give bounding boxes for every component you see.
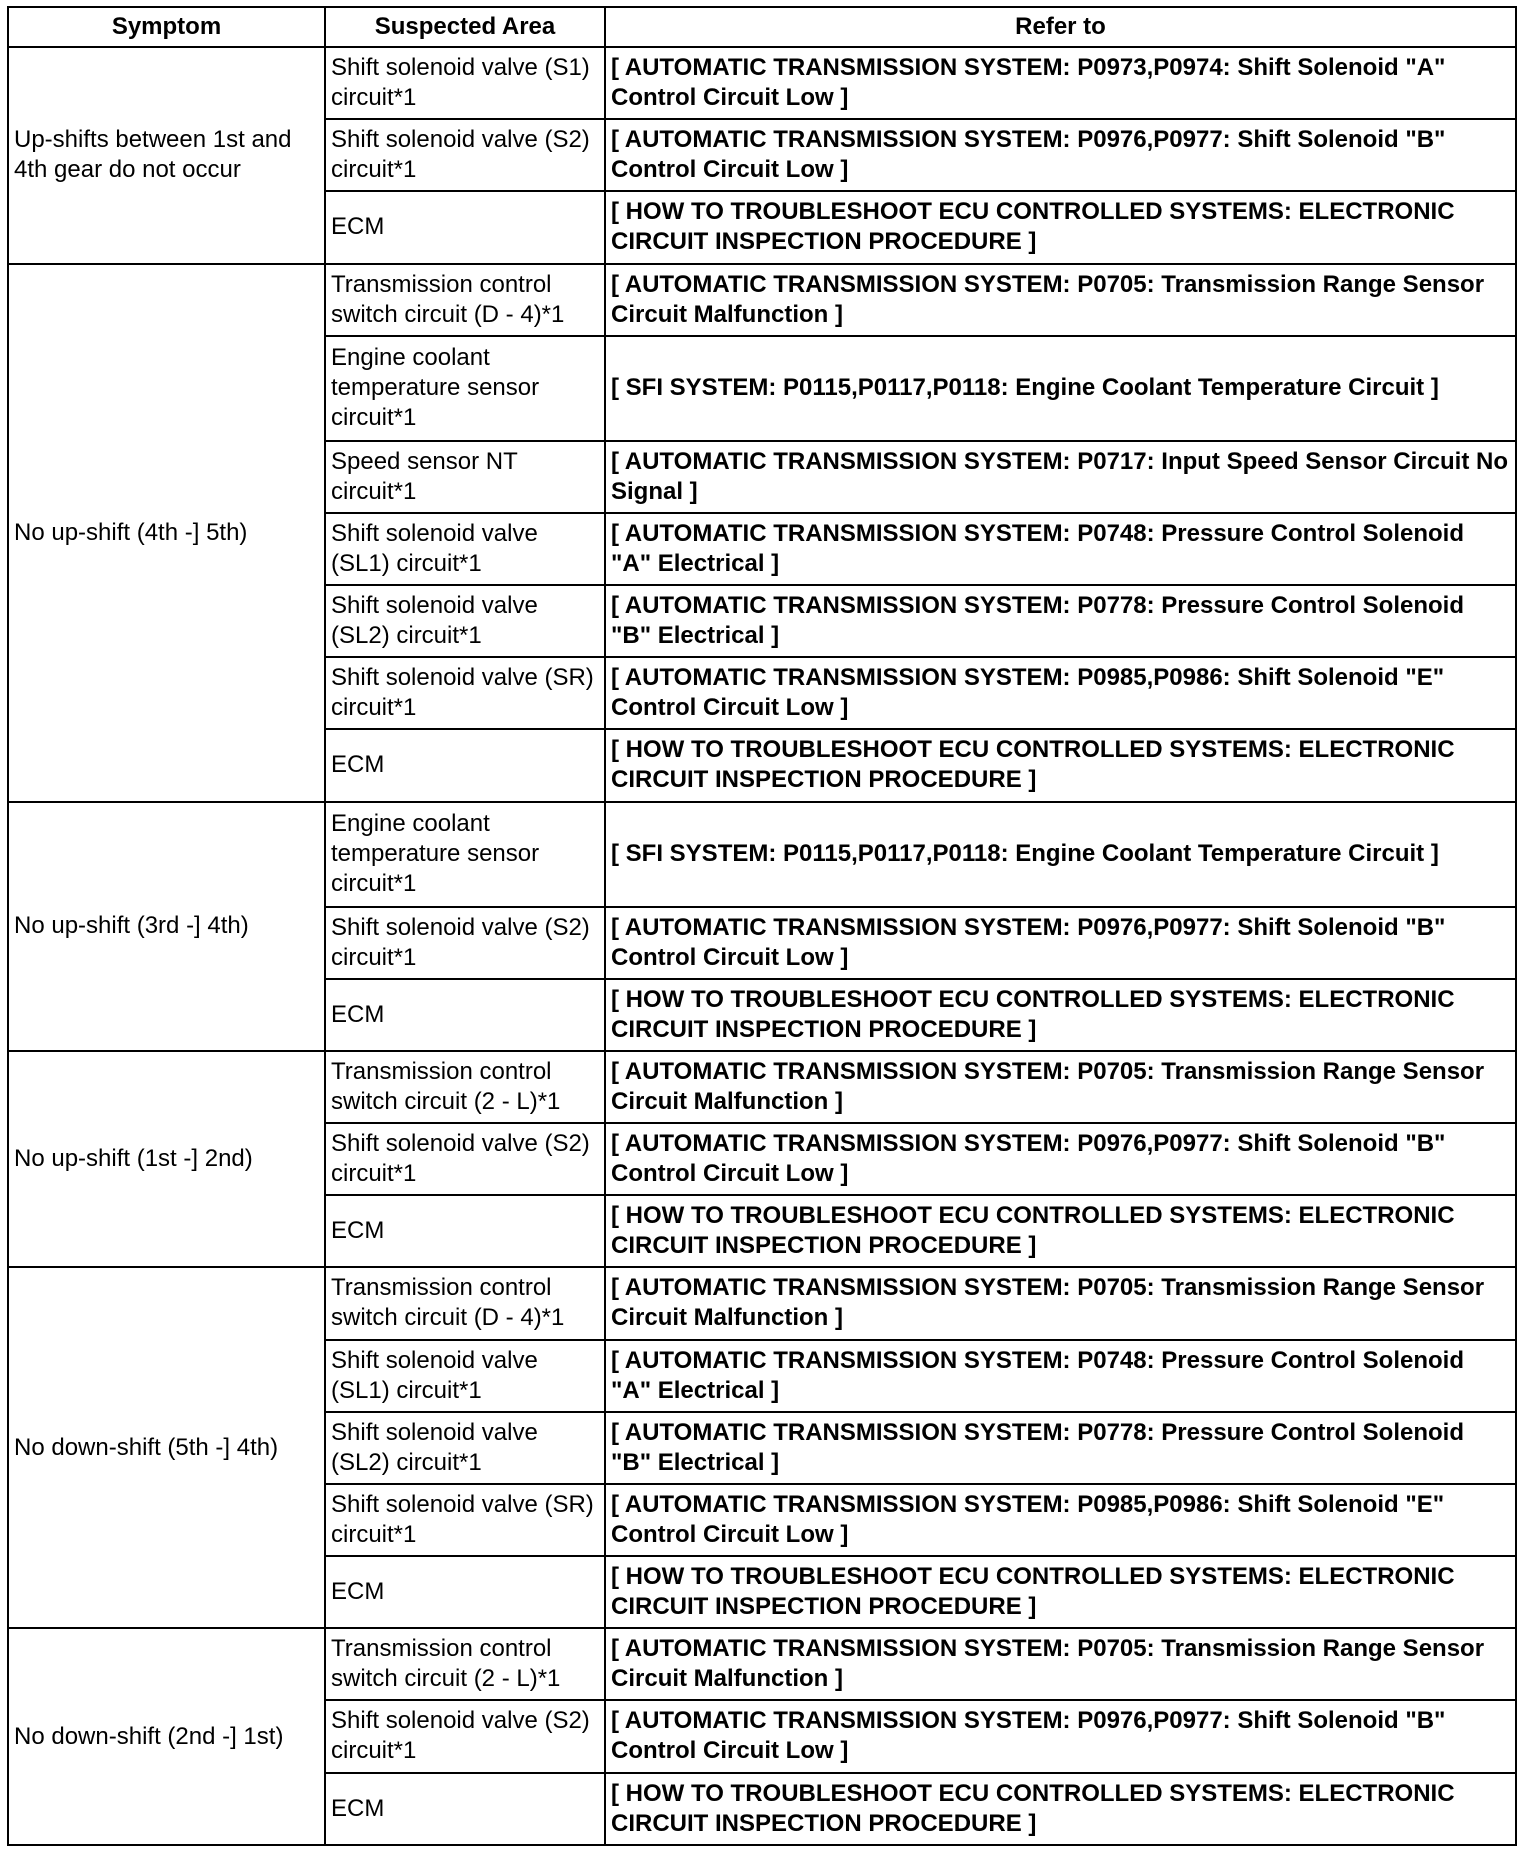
refer-to-cell [605, 1556, 1516, 1628]
refer-to-link[interactable]: [ AUTOMATIC TRANSMISSION SYSTEM: P0976,P0977: Shift Solenoid "B" Control Circuit Low ] [611, 1707, 1446, 1765]
suspected-area-cell: Shift solenoid valve (S2) circuit*1 [325, 119, 605, 191]
refer-to-link[interactable]: [ AUTOMATIC TRANSMISSION SYSTEM: P0778: Pressure Control Solenoid "B" Electrical ] [611, 592, 1464, 650]
header-suspected-area: Suspected Area [325, 7, 605, 47]
suspected-area-cell: Transmission control switch circuit (2 - L)*1 [325, 1628, 605, 1700]
suspected-area-cell: Transmission control switch circuit (2 - L)*1 [325, 1051, 605, 1123]
suspected-area-cell: Transmission control switch circuit (D - 4)*1 [325, 264, 605, 336]
refer-to-cell [605, 1267, 1516, 1339]
table-row [8, 264, 1516, 336]
suspected-area-cell: ECM [325, 191, 605, 263]
suspected-area-cell: Shift solenoid valve (S2) circuit*1 [325, 907, 605, 979]
refer-to-cell [605, 585, 1516, 657]
suspected-area-cell: Shift solenoid valve (SL2) circuit*1 [325, 585, 605, 657]
refer-to-link[interactable]: [ AUTOMATIC TRANSMISSION SYSTEM: P0705: Transmission Range Sensor Circuit Malfunction ] [611, 270, 1485, 328]
suspected-area-cell: ECM [325, 979, 605, 1051]
refer-to-cell [605, 513, 1516, 585]
suspected-area-cell: Speed sensor NT circuit*1 [325, 441, 605, 513]
refer-to-link[interactable]: [ HOW TO TROUBLESHOOT ECU CONTROLLED SYSTEMS: ELECTRONIC CIRCUIT INSPECTION PROCEDURE ] [611, 736, 1455, 794]
refer-to-link[interactable]: [ SFI SYSTEM: P0115,P0117,P0118: Engine Coolant Temperature Circuit ] [611, 374, 1439, 402]
symptom-cell: No up-shift (4th -] 5th) [8, 264, 325, 802]
refer-to-link[interactable]: [ HOW TO TROUBLESHOOT ECU CONTROLLED SYSTEMS: ELECTRONIC CIRCUIT INSPECTION PROCEDURE ] [611, 1202, 1455, 1260]
suspected-area-cell: Shift solenoid valve (SR) circuit*1 [325, 1484, 605, 1556]
suspected-area-cell: Shift solenoid valve (SR) circuit*1 [325, 657, 605, 729]
refer-to-link[interactable]: [ AUTOMATIC TRANSMISSION SYSTEM: P0973,P0974: Shift Solenoid "A" Control Circuit Low ] [611, 54, 1446, 112]
refer-to-cell [605, 802, 1516, 907]
refer-to-link[interactable]: [ AUTOMATIC TRANSMISSION SYSTEM: P0705: Transmission Range Sensor Circuit Malfunction ] [611, 1635, 1485, 1693]
header-refer-to: Refer to [605, 7, 1516, 47]
table-row [8, 47, 1516, 119]
suspected-area-cell: Shift solenoid valve (S1) circuit*1 [325, 47, 605, 119]
symptom-cell: No down-shift (2nd -] 1st) [8, 1628, 325, 1845]
refer-to-link[interactable]: [ AUTOMATIC TRANSMISSION SYSTEM: P0717: Input Speed Sensor Circuit No Signal ] [611, 447, 1508, 505]
suspected-area-cell: Shift solenoid valve (SL1) circuit*1 [325, 513, 605, 585]
refer-to-link[interactable]: [ HOW TO TROUBLESHOOT ECU CONTROLLED SYSTEMS: ELECTRONIC CIRCUIT INSPECTION PROCEDURE ] [611, 1563, 1455, 1621]
refer-to-cell [605, 657, 1516, 729]
refer-to-cell [605, 1773, 1516, 1845]
refer-to-cell [605, 119, 1516, 191]
suspected-area-cell: Engine coolant temperature sensor circuit*1 [325, 336, 605, 441]
table-row [8, 802, 1516, 907]
symptom-cell: No up-shift (1st -] 2nd) [8, 1051, 325, 1268]
refer-to-cell [605, 264, 1516, 336]
symptom-cell: No up-shift (3rd -] 4th) [8, 802, 325, 1051]
refer-to-cell [605, 1051, 1516, 1123]
suspected-area-cell: Shift solenoid valve (S2) circuit*1 [325, 1123, 605, 1195]
refer-to-link[interactable]: [ AUTOMATIC TRANSMISSION SYSTEM: P0705: Transmission Range Sensor Circuit Malfunction ] [611, 1274, 1485, 1332]
refer-to-link[interactable]: [ HOW TO TROUBLESHOOT ECU CONTROLLED SYSTEMS: ELECTRONIC CIRCUIT INSPECTION PROCEDURE ] [611, 198, 1455, 256]
refer-to-link[interactable]: [ AUTOMATIC TRANSMISSION SYSTEM: P0985,P0986: Shift Solenoid "E" Control Circuit Low ] [611, 1490, 1445, 1548]
refer-to-cell [605, 1123, 1516, 1195]
header-row [8, 7, 1516, 47]
table-row [8, 1051, 1516, 1123]
suspected-area-cell: Transmission control switch circuit (D - 4)*1 [325, 1267, 605, 1339]
suspected-area-cell: Shift solenoid valve (SL2) circuit*1 [325, 1412, 605, 1484]
suspected-area-cell: ECM [325, 729, 605, 801]
header-symptom: Symptom [8, 7, 325, 47]
refer-to-cell [605, 1628, 1516, 1700]
refer-to-cell [605, 1412, 1516, 1484]
refer-to-cell [605, 907, 1516, 979]
symptom-cell: Up-shifts between 1st and 4th gear do not occur [8, 47, 325, 264]
refer-to-cell [605, 441, 1516, 513]
suspected-area-cell: ECM [325, 1556, 605, 1628]
refer-to-link[interactable]: [ AUTOMATIC TRANSMISSION SYSTEM: P0976,P0977: Shift Solenoid "B" Control Circuit Low ] [611, 126, 1446, 184]
troubleshooting-table [7, 6, 1517, 1846]
refer-to-link[interactable]: [ HOW TO TROUBLESHOOT ECU CONTROLLED SYSTEMS: ELECTRONIC CIRCUIT INSPECTION PROCEDURE ] [611, 985, 1455, 1043]
refer-to-link[interactable]: [ AUTOMATIC TRANSMISSION SYSTEM: P0976,P0977: Shift Solenoid "B" Control Circuit Low ] [611, 913, 1446, 971]
table-row [8, 1267, 1516, 1339]
refer-to-cell [605, 729, 1516, 801]
table-row [8, 1628, 1516, 1700]
refer-to-cell [605, 1340, 1516, 1412]
refer-to-link[interactable]: [ AUTOMATIC TRANSMISSION SYSTEM: P0778: Pressure Control Solenoid "B" Electrical ] [611, 1418, 1464, 1476]
refer-to-cell [605, 1700, 1516, 1772]
suspected-area-cell: Shift solenoid valve (S2) circuit*1 [325, 1700, 605, 1772]
suspected-area-cell: ECM [325, 1195, 605, 1267]
suspected-area-cell: Engine coolant temperature sensor circuit*1 [325, 802, 605, 907]
suspected-area-cell: ECM [325, 1773, 605, 1845]
refer-to-cell [605, 47, 1516, 119]
refer-to-cell [605, 1484, 1516, 1556]
refer-to-link[interactable]: [ AUTOMATIC TRANSMISSION SYSTEM: P0976,P0977: Shift Solenoid "B" Control Circuit Low ] [611, 1130, 1446, 1188]
refer-to-cell [605, 336, 1516, 441]
refer-to-cell [605, 979, 1516, 1051]
refer-to-cell [605, 1195, 1516, 1267]
suspected-area-cell: Shift solenoid valve (SL1) circuit*1 [325, 1340, 605, 1412]
refer-to-link[interactable]: [ AUTOMATIC TRANSMISSION SYSTEM: P0985,P0986: Shift Solenoid "E" Control Circuit Low ] [611, 664, 1445, 722]
refer-to-link[interactable]: [ SFI SYSTEM: P0115,P0117,P0118: Engine Coolant Temperature Circuit ] [611, 840, 1439, 868]
refer-to-link[interactable]: [ AUTOMATIC TRANSMISSION SYSTEM: P0705: Transmission Range Sensor Circuit Malfunction ] [611, 1057, 1485, 1115]
refer-to-link[interactable]: [ HOW TO TROUBLESHOOT ECU CONTROLLED SYSTEMS: ELECTRONIC CIRCUIT INSPECTION PROCEDURE ] [611, 1779, 1455, 1837]
refer-to-cell [605, 191, 1516, 263]
symptom-cell: No down-shift (5th -] 4th) [8, 1267, 325, 1628]
refer-to-link[interactable]: [ AUTOMATIC TRANSMISSION SYSTEM: P0748: Pressure Control Solenoid "A" Electrical ] [611, 519, 1464, 577]
table-body [8, 47, 1516, 1845]
refer-to-link[interactable]: [ AUTOMATIC TRANSMISSION SYSTEM: P0748: Pressure Control Solenoid "A" Electrical ] [611, 1346, 1464, 1404]
